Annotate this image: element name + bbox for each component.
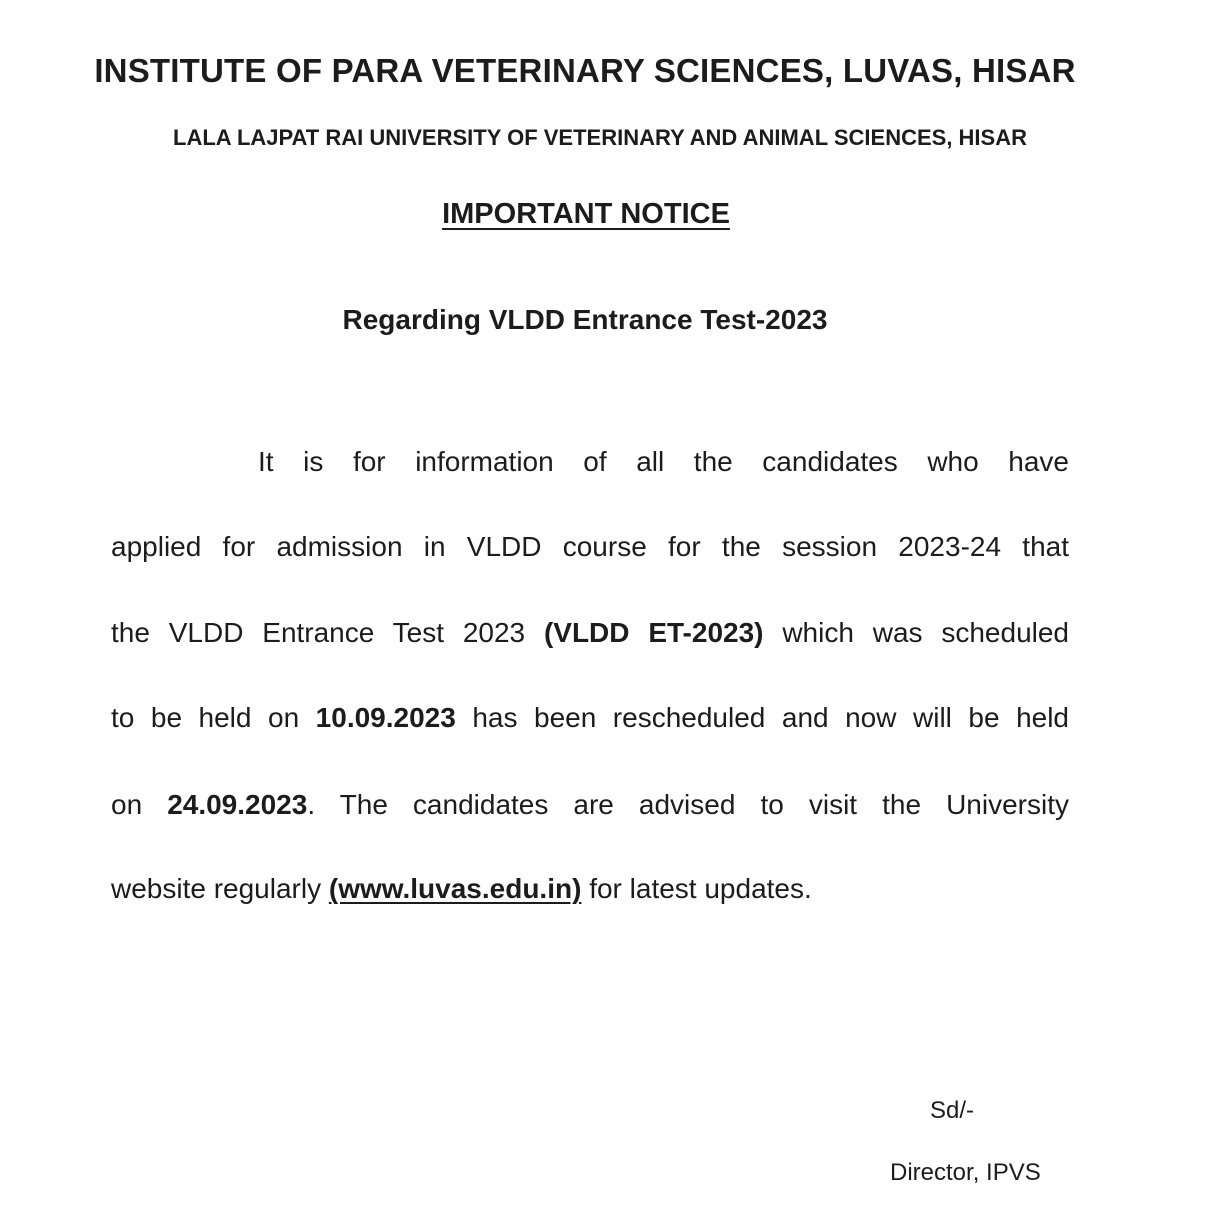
body-line-4	[111, 702, 1069, 734]
notice-subject: Regarding VLDD Entrance Test-2023	[342, 304, 828, 335]
body-line-5	[111, 789, 1069, 821]
original-date: 10.09.2023	[315, 702, 456, 733]
body-line-6	[111, 873, 1069, 905]
body-text: . The candidates are advised to visit the University	[307, 789, 1069, 820]
body-line-1: It is for information of all the candidates who have	[258, 446, 1069, 477]
university-subtitle: LALA LAJPAT RAI UNIVERSITY OF VETERINARY AND ANIMAL SCIENCES, HISAR	[173, 125, 1027, 150]
signature-sd: Sd/-	[930, 1097, 975, 1124]
body-text: to be held on	[111, 702, 316, 733]
body-line-2: applied for admission in VLDD course for the session 2023-24 that	[111, 531, 1069, 562]
new-date: 24.09.2023	[167, 789, 308, 820]
website-link[interactable]: (www.luvas.edu.in)	[328, 873, 582, 904]
body-text: the VLDD Entrance Test 2023	[111, 617, 544, 648]
body-text: on	[111, 789, 168, 820]
institute-title: INSTITUTE OF PARA VETERINARY SCIENCES, LUVAS, HISAR	[94, 52, 1076, 89]
exam-code: (VLDD ET-2023)	[543, 617, 764, 648]
body-text: has been rescheduled and now will be held	[455, 702, 1070, 733]
signature-designation: Director, IPVS	[890, 1159, 1041, 1186]
notice-heading	[0, 198, 1172, 231]
body-text: website regularly	[111, 873, 329, 904]
body-text: which was scheduled	[763, 617, 1070, 648]
body-line-3	[111, 617, 1069, 649]
body-text: for latest updates.	[581, 873, 812, 904]
notice-heading-text: IMPORTANT NOTICE	[442, 198, 730, 230]
